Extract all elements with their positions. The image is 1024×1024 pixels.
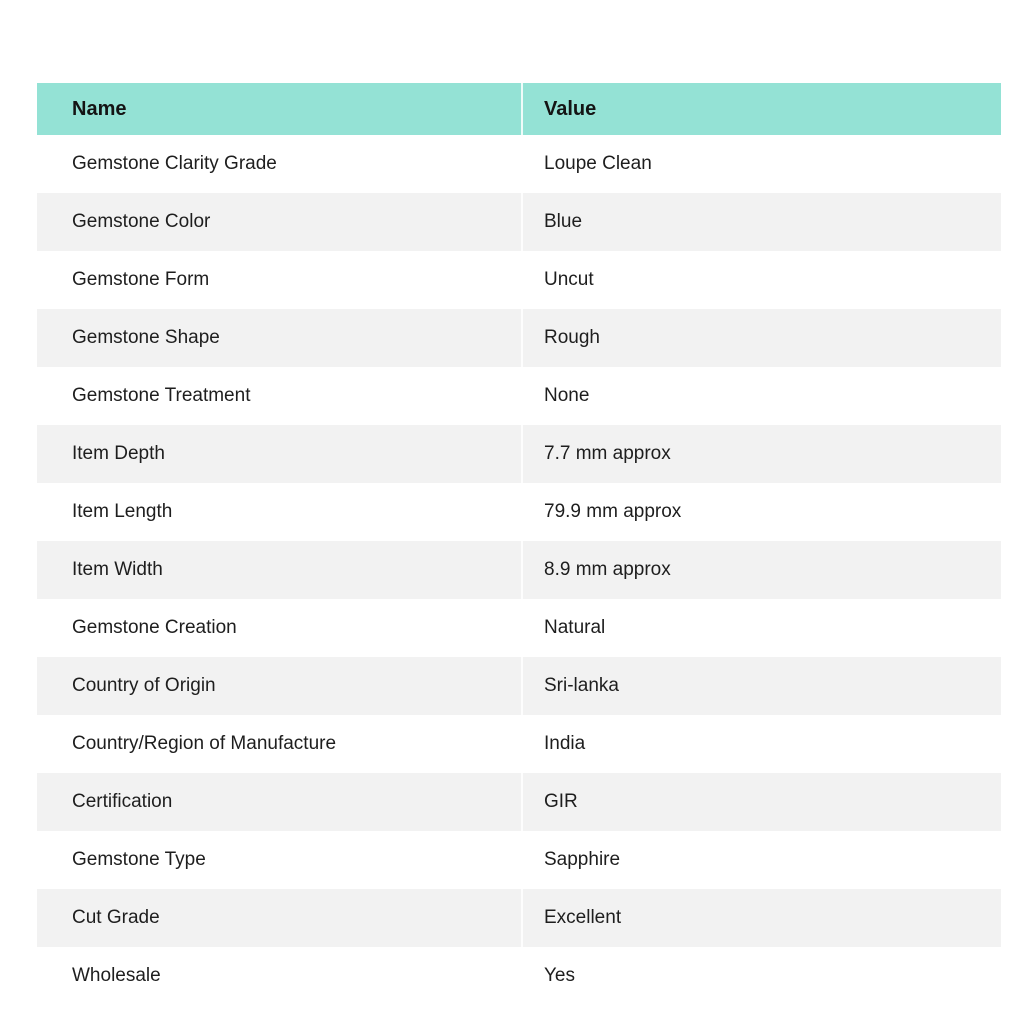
row-value-cell: 7.7 mm approx (544, 443, 671, 464)
row-value-cell: Rough (544, 327, 600, 348)
row-name-cell: Gemstone Form (37, 251, 523, 309)
row-name-cell: Gemstone Shape (37, 309, 523, 367)
row-name-cell: Certification (37, 773, 523, 831)
table-row (37, 599, 1001, 657)
item-specifics-table (37, 83, 1001, 1005)
table-row (37, 889, 1001, 947)
row-value-cell: Excellent (544, 907, 622, 928)
row-name-cell: Cut Grade (37, 889, 523, 947)
row-name-cell: Gemstone Treatment (37, 367, 523, 425)
table-row (37, 831, 1001, 889)
row-name-cell: Item Depth (37, 425, 523, 483)
row-value-cell: Sapphire (544, 849, 621, 870)
row-name-cell: Item Width (37, 541, 523, 599)
table-row (37, 135, 1001, 193)
table-row (37, 483, 1001, 541)
row-name-cell: Gemstone Clarity Grade (37, 135, 523, 193)
row-name-cell: Item Length (37, 483, 523, 541)
table-header-row (37, 83, 1001, 135)
row-name-cell: Country/Region of Manufacture (37, 715, 523, 773)
header-cell-name: Name (37, 83, 523, 135)
table-row (37, 947, 1001, 1005)
row-value-cell: None (544, 385, 590, 406)
row-name-cell: Wholesale (37, 947, 523, 1005)
row-value-cell: 79.9 mm approx (544, 501, 682, 522)
table-body (37, 135, 1001, 1005)
row-value-cell: 8.9 mm approx (544, 559, 671, 580)
row-value-cell: Uncut (544, 269, 594, 290)
table-row (37, 657, 1001, 715)
table-row (37, 425, 1001, 483)
row-value-cell: Blue (544, 211, 583, 232)
row-value-cell: Yes (544, 965, 575, 986)
row-name-cell: Country of Origin (37, 657, 523, 715)
table-row (37, 367, 1001, 425)
row-value-cell: GIR (544, 791, 578, 812)
row-value-cell: India (544, 733, 586, 754)
table-row (37, 715, 1001, 773)
row-value-cell: Sri-lanka (544, 675, 619, 696)
table-row (37, 541, 1001, 599)
row-name-cell: Gemstone Type (37, 831, 523, 889)
table-row (37, 251, 1001, 309)
row-value-cell: Natural (544, 617, 606, 638)
table-row (37, 309, 1001, 367)
row-name-cell: Gemstone Creation (37, 599, 523, 657)
table-row (37, 773, 1001, 831)
header-cell-value: Value (544, 97, 597, 120)
row-name-cell: Gemstone Color (37, 193, 523, 251)
row-value-cell: Loupe Clean (544, 153, 652, 174)
table-row (37, 193, 1001, 251)
